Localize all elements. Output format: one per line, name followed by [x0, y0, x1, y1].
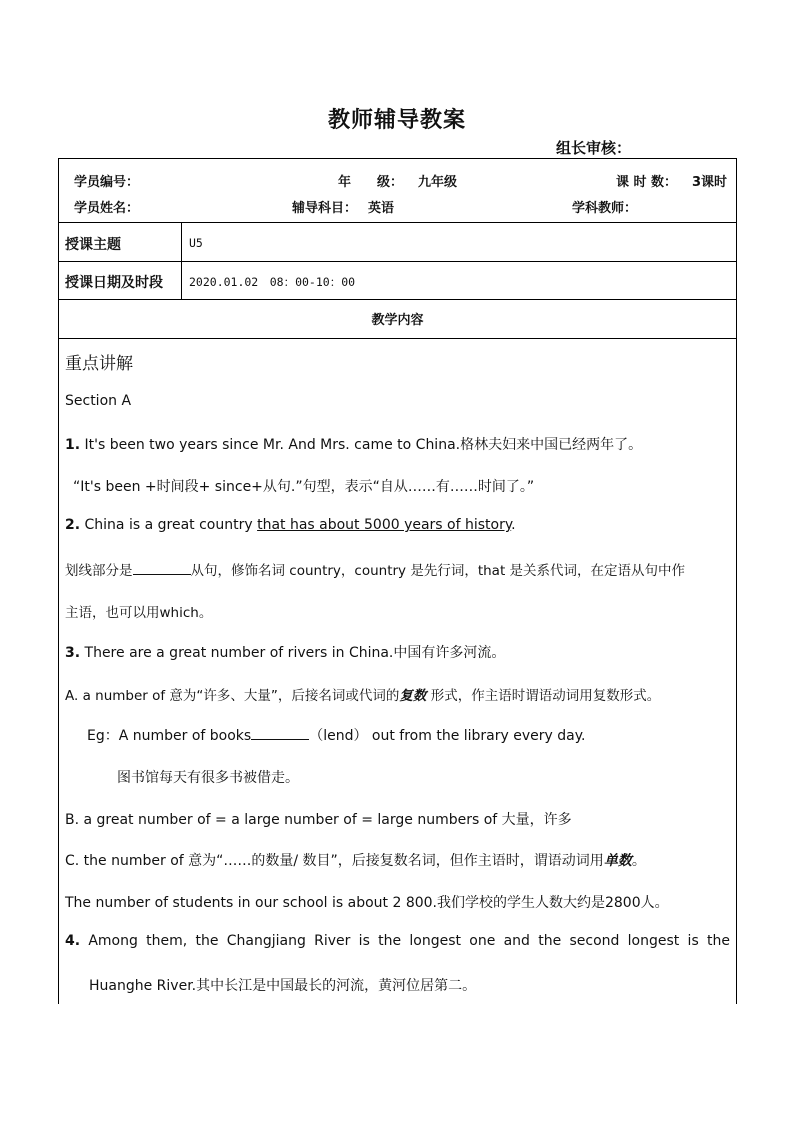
point-text: Among them, the Changjiang River is the longest one and the second longest is the: [88, 933, 730, 949]
emphasis: 复数: [399, 688, 427, 704]
note-text: 划线部分是: [65, 563, 133, 579]
point-2-note: [65, 559, 730, 579]
point-1-note: “It's been +时间段+ since+从句.”句型，表示“自从……有……时间了。”: [73, 479, 535, 495]
date-value: 2020.01.02 08：00-10：00: [189, 275, 356, 289]
note-text: C. the number of 意为“……的数量/ 数目”，后接复数名词，但作主语时，谓语动词用: [65, 853, 604, 869]
point-number: 3.: [65, 645, 81, 661]
hours-value: 3课时: [692, 175, 728, 190]
date-label: 授课日期及时段: [65, 275, 163, 291]
grade-value: 九年级: [418, 175, 458, 190]
note-text: 。: [631, 853, 646, 869]
hours-label: 课 时 数：: [616, 175, 678, 190]
grade-label: 年 级：: [338, 175, 404, 190]
point-text: It's been two years since Mr. And Mrs. came to China.格林夫妇来中国已经两年了。: [84, 437, 643, 453]
point-3b: B. a great number of = a large number of = large numbers of 大量，许多: [65, 812, 572, 828]
section-label: Section A: [65, 393, 132, 409]
point-2-note-cont: 主语，也可以用which。: [65, 605, 213, 621]
note-text: 形式，作主语时谓语动词用复数形式。: [426, 688, 661, 704]
student-id-label: 学员编号：: [74, 175, 140, 190]
divider: [59, 222, 736, 223]
example-text: （lend） out from the library every day.: [309, 728, 586, 744]
point-text-end: .: [511, 517, 516, 533]
point-text: China is a great country: [84, 517, 258, 533]
point-1: [65, 434, 730, 454]
subject-label: 辅导科目：: [292, 201, 358, 216]
reviewer-label: 组长审核：: [556, 139, 632, 157]
point-3a: [65, 684, 730, 704]
document-title: 教师辅导教案: [327, 107, 466, 133]
point-number: 4.: [65, 933, 81, 949]
point-2: [65, 517, 730, 533]
subject-value: 英语: [368, 201, 395, 216]
point-4-cont: Huanghe River.其中长江是中国最长的河流，黄河位居第二。: [89, 978, 477, 994]
point-3c: [65, 850, 730, 870]
note-text: 从句，修饰名词 country，country 是先行词，that 是关系代词，在定语从句中作: [190, 563, 686, 579]
divider: [59, 299, 736, 300]
key-points-heading: 重点讲解: [65, 354, 133, 374]
divider: [59, 261, 736, 262]
blank-line: [133, 562, 191, 575]
teacher-label: 学科教师：: [572, 201, 638, 216]
point-3: [65, 642, 730, 662]
underlined-clause: that has about 5000 years of history: [257, 517, 512, 533]
blank-line: [251, 727, 309, 740]
example-sentence: [87, 725, 752, 745]
point-3c-example: The number of students in our school is about 2 800.我们学校的学生人数大约是2800人。: [65, 895, 669, 911]
point-number: 1.: [65, 437, 81, 453]
topic-value: U5: [189, 236, 203, 250]
student-name-label: 学员姓名：: [74, 201, 140, 216]
note-text: A. a number of 意为“许多、大量”，后接名词或代词的: [65, 688, 400, 704]
topic-label: 授课主题: [65, 237, 121, 253]
point-4: [65, 933, 730, 949]
emphasis: 单数: [603, 853, 632, 869]
point-number: 2.: [65, 517, 81, 533]
example-text: Eg：A number of books: [87, 728, 252, 744]
divider: [59, 338, 736, 339]
lesson-plan-table: [58, 158, 737, 1004]
example-translation: 图书馆每天有很多书被借走。: [117, 770, 299, 786]
content-title: 教学内容: [371, 313, 424, 328]
point-text: There are a great number of rivers in China.中国有许多河流。: [84, 645, 506, 661]
